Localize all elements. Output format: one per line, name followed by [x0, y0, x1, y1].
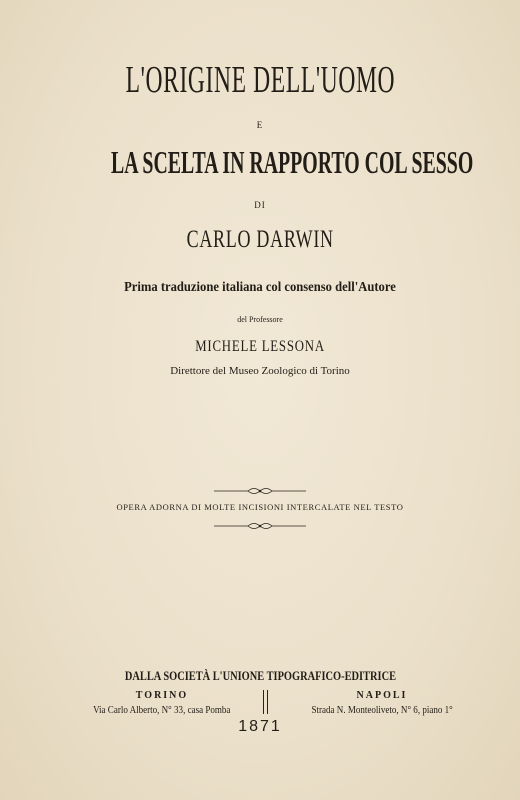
professor-label: del Professore — [237, 315, 283, 324]
title-line-1-text: L'ORIGINE DELL'UOMO — [125, 59, 395, 101]
address-torino — [62, 702, 262, 718]
by-label: DI — [254, 200, 266, 210]
title-line-2-text: LA SCELTA IN RAPPORTO COL SESSO — [111, 144, 474, 180]
ornament-divider-bottom — [210, 521, 310, 531]
translation-note — [0, 280, 520, 296]
author-text: CARLO DARWIN — [186, 226, 334, 253]
author — [0, 226, 520, 254]
publisher-text: DALLA SOCIETÀ L'UNIONE TIPOGRAFICO-EDITRICE — [124, 668, 396, 683]
city-napoli: NAPOLI — [356, 690, 408, 701]
illustrations-note: OPERA ADORNA DI MOLTE INCISIONI INTERCALATE NEL TESTO — [116, 502, 404, 512]
address-napoli — [282, 702, 482, 718]
address-napoli-text: Strada N. Monteoliveto, N° 6, piano 1° — [311, 704, 453, 716]
imprint-torino — [62, 690, 262, 718]
title-line-1 — [0, 58, 520, 102]
translator — [0, 338, 520, 356]
title-line-2 — [0, 144, 520, 181]
conjunction: E — [256, 120, 264, 130]
publisher — [0, 668, 520, 684]
translator-title: Direttore del Museo Zoologico di Torino — [170, 365, 350, 377]
translator-text: MICHELE LESSONA — [195, 338, 325, 355]
city-torino: TORINO — [135, 690, 189, 701]
ornament-divider-top — [210, 486, 310, 496]
imprint-separator — [263, 690, 268, 714]
imprint-napoli — [282, 690, 482, 718]
address-torino-text: Via Carlo Alberto, N° 33, casa Pomba — [93, 704, 231, 716]
publication-year: 1871 — [238, 718, 282, 735]
translation-note-text: Prima traduzione italiana col consenso dell'Autore — [124, 280, 396, 295]
